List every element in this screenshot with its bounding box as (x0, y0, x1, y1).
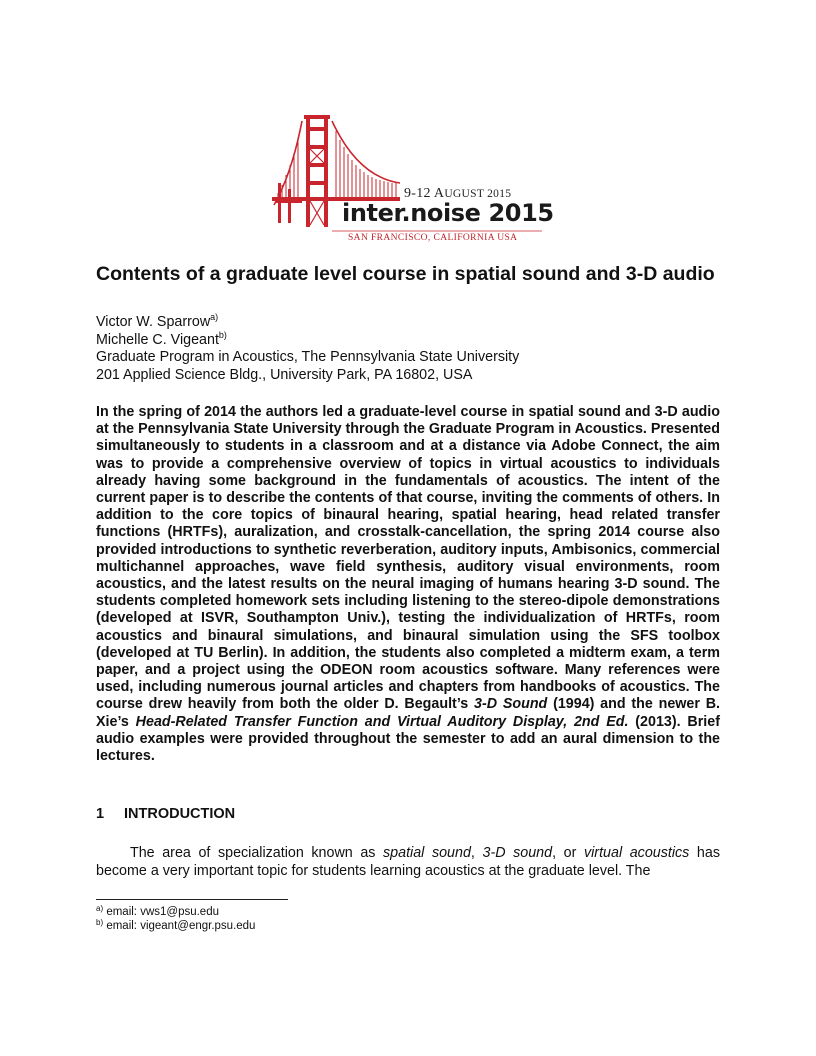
abstract-text: (1994) and the newer B. Xie’s (96, 696, 721, 730)
author-block (96, 314, 736, 384)
affiliation-line: Graduate Program in Acoustics, The Pennsylvania State University (96, 349, 520, 365)
footnote-divider (96, 899, 288, 900)
section-heading (96, 806, 235, 822)
section-title: INTRODUCTION (124, 806, 236, 822)
conference-logo (272, 113, 554, 248)
footnote-mark: b) (96, 918, 104, 927)
intro-text: The area of specialization known as (130, 845, 384, 861)
footnote (96, 919, 255, 933)
intro-text: , or (552, 845, 584, 861)
footnotes (96, 905, 255, 933)
author-mark: a) (210, 312, 219, 322)
paper-title: Contents of a graduate level course in spatial sound and 3-D audio (96, 263, 715, 285)
intro-term: spatial sound (383, 845, 471, 861)
book-title: 3-D Sound (474, 696, 548, 713)
affiliation-line: 201 Applied Science Bldg., University Park, PA 16802, USA (96, 366, 473, 383)
footnote (96, 905, 255, 919)
author-line (96, 314, 736, 332)
intro-text: , (470, 845, 483, 861)
intro-term: virtual acoustics (583, 845, 690, 861)
author-line (96, 329, 736, 350)
footnote-mark: a) (96, 904, 104, 913)
intro-term: 3-D sound (482, 845, 553, 861)
abstract-text: In the spring of 2014 the authors led a graduate-level course in spatial sound and 3-D audio at the Pennsylvania State University through the Graduate Program in Acoustics. Presented simultaneously to students in a classroom and at a distance via Adobe Connect, the aim was to provide a comprehensive overview of topics in virtual acoustics to individuals already having some background in the fundamentals of acoustics. The intent of the current paper is to describe the contents of that course, inviting the comments of others. In addition to the core topics of binaural hearing, spatial hearing, head related transfer functions (HRTFs), auralization, and crosstalk-cancellation, the spring 2014 course also provided introductions to synthetic reverberation, auditory inputs, Ambisonics, commercial multichannel approaches, wave field synthesis, auditory visual environments, room acoustics, and the latest results on the neural imaging of humans hearing 3-D sound. The students completed homework sets including listening to the stereo-dipole demonstrations (developed at ISVR, Southampton Univ.), testing the individualization of HRTFs, room acoustics and binaural simulations, and binaural simulation using the SFS toolbox (developed at TU Berlin). In addition, the students also completed a midterm exam, a term paper, and a project using the ODEON room acoustics software. Many references were used, including numerous journal articles and chapters from handbooks of acoustics. The course drew heavily from both the older D. Begault’s (96, 404, 720, 713)
intro-paragraph (96, 845, 720, 880)
section-number: 1 (96, 806, 105, 822)
footnote-text: email: vws1@psu.edu (103, 906, 219, 918)
logo-date-rest: UGUST 2015 (444, 188, 512, 200)
author-name: Michelle C. Vigeant (96, 331, 219, 348)
logo-city: SAN FRANCISCO, CALIFORNIA USA (348, 233, 518, 243)
intro-text: has become a very important topic for students learning acoustics at the graduate level. The (96, 845, 720, 879)
abstract (96, 404, 720, 765)
author-name: Victor W. Sparrow (96, 314, 211, 330)
logo-date-lead: 9-12 A (404, 186, 445, 201)
abstract-text: (2013). Brief audio examples were provided throughout the semester to add an aural dimension to the lectures. (96, 713, 720, 765)
golden-gate-bridge-icon (272, 113, 547, 248)
book-title: Head-Related Transfer Function and Virtual Auditory Display, 2nd Ed. (135, 713, 629, 730)
logo-name: inter.noise 2015 (342, 199, 554, 227)
author-mark: b) (218, 329, 227, 340)
footnote-text: email: vigeant@engr.psu.edu (103, 920, 256, 932)
